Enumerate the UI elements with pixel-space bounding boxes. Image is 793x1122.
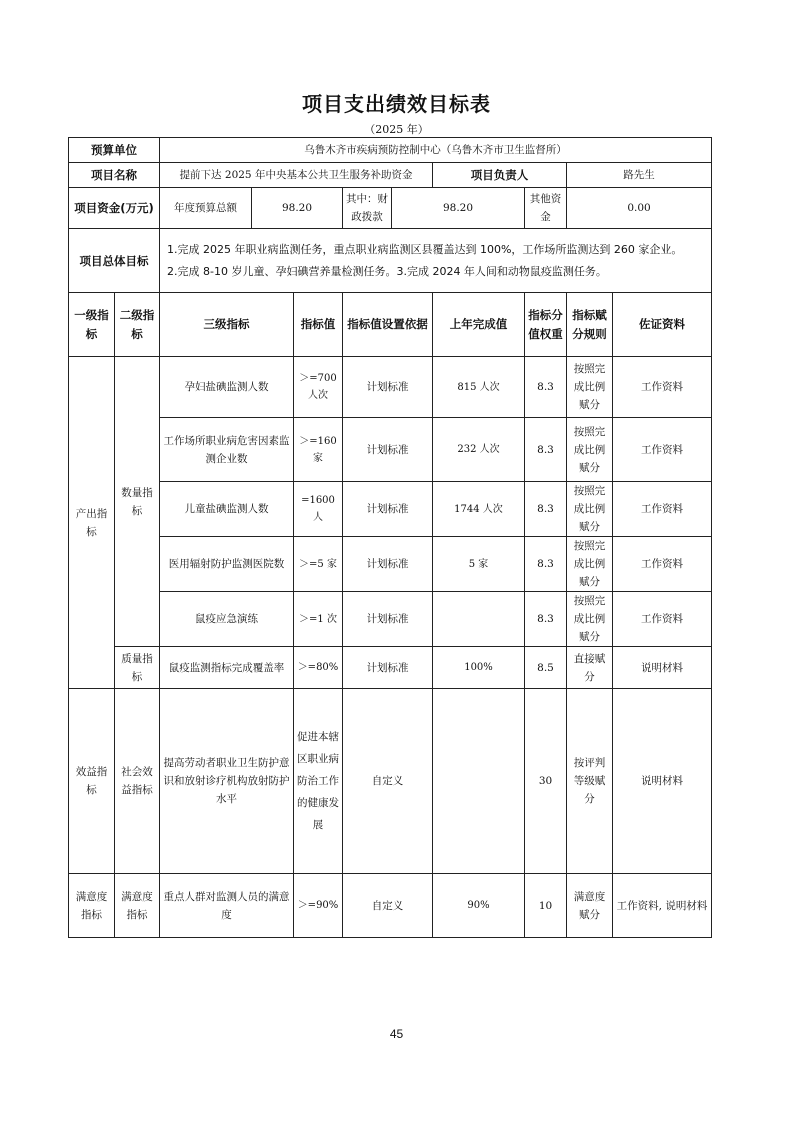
unit-label: 预算单位 (69, 138, 160, 163)
header-value: 指标值 (294, 293, 343, 357)
group-social: 社会效益指标 (115, 689, 160, 874)
indicator-weight: 8.3 (525, 482, 567, 537)
indicator-value: ＞=80% (294, 647, 343, 689)
table-row (69, 689, 712, 874)
page-title: 项目支出绩效目标表 (302, 92, 491, 116)
group-satisfaction-sub: 满意度指标 (115, 874, 160, 938)
group-output: 产出指标 (69, 357, 115, 689)
project-leader-label: 项目负责人 (433, 163, 567, 188)
table-row (69, 418, 712, 482)
header-rule: 指标赋分规则 (567, 293, 613, 357)
indicator-evidence: 工作资料 (613, 592, 712, 647)
header-weight: 指标分值权重 (525, 293, 567, 357)
indicator-value: ＞=5 家 (294, 537, 343, 592)
goal-label: 项目总体目标 (69, 229, 160, 293)
unit-value: 乌鲁木齐市疾病预防控制中心（乌鲁木齐市卫生监督所） (160, 138, 712, 163)
project-name-value: 提前下达 2025 年中央基本公共卫生服务补助资金 (160, 163, 433, 188)
group-quantity: 数量指标 (115, 357, 160, 647)
indicator-rule: 按照完成比例赋分 (567, 537, 613, 592)
goal-text (160, 229, 712, 293)
indicator-name: 鼠疫应急演练 (160, 592, 294, 647)
goal-line-1: 1.完成 2025 年职业病监测任务，重点职业病监测区县覆盖达到 100%，工作场所监测达到 260 家企业。 (167, 242, 683, 256)
indicator-last-year: 815 人次 (433, 357, 525, 418)
indicator-name: 医用辐射防护监测医院数 (160, 537, 294, 592)
indicator-basis: 计划标准 (343, 482, 433, 537)
indicator-last-year: 100% (433, 647, 525, 689)
performance-table (68, 137, 712, 938)
indicator-evidence: 工作资料 (613, 418, 712, 482)
group-benefit: 效益指标 (69, 689, 115, 874)
indicator-last-year: 90% (433, 874, 525, 938)
indicator-name: 提高劳动者职业卫生防护意识和放射诊疗机构放射防护水平 (160, 689, 294, 874)
indicator-rule: 按照完成比例赋分 (567, 592, 613, 647)
indicator-last-year (433, 592, 525, 647)
indicator-weight: 8.3 (525, 592, 567, 647)
indicator-value: ＞=1 次 (294, 592, 343, 647)
indicator-value: ＞=90% (294, 874, 343, 938)
annual-total-label: 年度预算总额 (160, 188, 252, 229)
indicator-value: =1600 人 (294, 482, 343, 537)
indicator-weight: 8.3 (525, 418, 567, 482)
header-last-year: 上年完成值 (433, 293, 525, 357)
indicator-rule: 按照完成比例赋分 (567, 418, 613, 482)
indicator-value: ＞=160 家 (294, 418, 343, 482)
indicator-rule: 按照完成比例赋分 (567, 357, 613, 418)
indicator-evidence: 说明材料 (613, 689, 712, 874)
table-row (69, 874, 712, 938)
indicator-weight: 30 (525, 689, 567, 874)
table-row (69, 357, 712, 418)
indicator-basis: 自定义 (343, 689, 433, 874)
indicator-last-year: 232 人次 (433, 418, 525, 482)
indicator-evidence: 工作资料 (613, 357, 712, 418)
indicator-basis: 计划标准 (343, 537, 433, 592)
year-label: （2025 年） (364, 123, 429, 136)
table-row (69, 537, 712, 592)
funds-label: 项目资金(万元) (69, 188, 160, 229)
page-number: 45 (389, 1027, 404, 1041)
annual-total-value: 98.20 (252, 188, 343, 229)
group-quality: 质量指标 (115, 647, 160, 689)
indicator-weight: 10 (525, 874, 567, 938)
indicator-last-year (433, 689, 525, 874)
header-level2: 二级指标 (115, 293, 160, 357)
table-row (69, 647, 712, 689)
indicator-value: ＞=700 人次 (294, 357, 343, 418)
indicator-last-year: 5 家 (433, 537, 525, 592)
indicator-rule: 按评判等级赋分 (567, 689, 613, 874)
indicator-rule: 直接赋分 (567, 647, 613, 689)
indicator-basis: 计划标准 (343, 357, 433, 418)
indicator-basis: 计划标准 (343, 418, 433, 482)
indicator-basis: 计划标准 (343, 647, 433, 689)
project-leader-value: 路先生 (567, 163, 712, 188)
project-name-label: 项目名称 (69, 163, 160, 188)
indicator-last-year: 1744 人次 (433, 482, 525, 537)
indicator-evidence: 说明材料 (613, 647, 712, 689)
indicator-evidence: 工作资料, 说明材料 (613, 874, 712, 938)
indicator-weight: 8.3 (525, 357, 567, 418)
indicator-name: 儿童盐碘监测人数 (160, 482, 294, 537)
other-funds-value: 0.00 (567, 188, 712, 229)
indicator-name: 孕妇盐碘监测人数 (160, 357, 294, 418)
indicator-name: 重点人群对监测人员的满意度 (160, 874, 294, 938)
indicator-evidence: 工作资料 (613, 482, 712, 537)
indicator-name: 工作场所职业病危害因素监测企业数 (160, 418, 294, 482)
indicator-value: 促进本辖区职业病防治工作的健康发展 (294, 689, 343, 874)
fiscal-label: 其中：财政拨款 (343, 188, 392, 229)
goal-line-2: 2.完成 8-10 岁儿童、孕妇碘营养量检测任务。3.完成 2024 年人间和动物鼠疫监测任务。 (167, 264, 607, 278)
indicator-rule: 满意度赋分 (567, 874, 613, 938)
indicator-basis: 计划标准 (343, 592, 433, 647)
header-level1: 一级指标 (69, 293, 115, 357)
group-satisfaction: 满意度指标 (69, 874, 115, 938)
indicator-evidence: 工作资料 (613, 537, 712, 592)
indicator-basis: 自定义 (343, 874, 433, 938)
header-level3: 三级指标 (160, 293, 294, 357)
table-row (69, 592, 712, 647)
indicator-rule: 按照完成比例赋分 (567, 482, 613, 537)
header-evidence: 佐证资料 (613, 293, 712, 357)
header-basis: 指标值设置依据 (343, 293, 433, 357)
table-row (69, 482, 712, 537)
indicator-weight: 8.3 (525, 537, 567, 592)
indicator-weight: 8.5 (525, 647, 567, 689)
fiscal-value: 98.20 (392, 188, 525, 229)
other-funds-label: 其他资金 (525, 188, 567, 229)
indicator-name: 鼠疫监测指标完成覆盖率 (160, 647, 294, 689)
